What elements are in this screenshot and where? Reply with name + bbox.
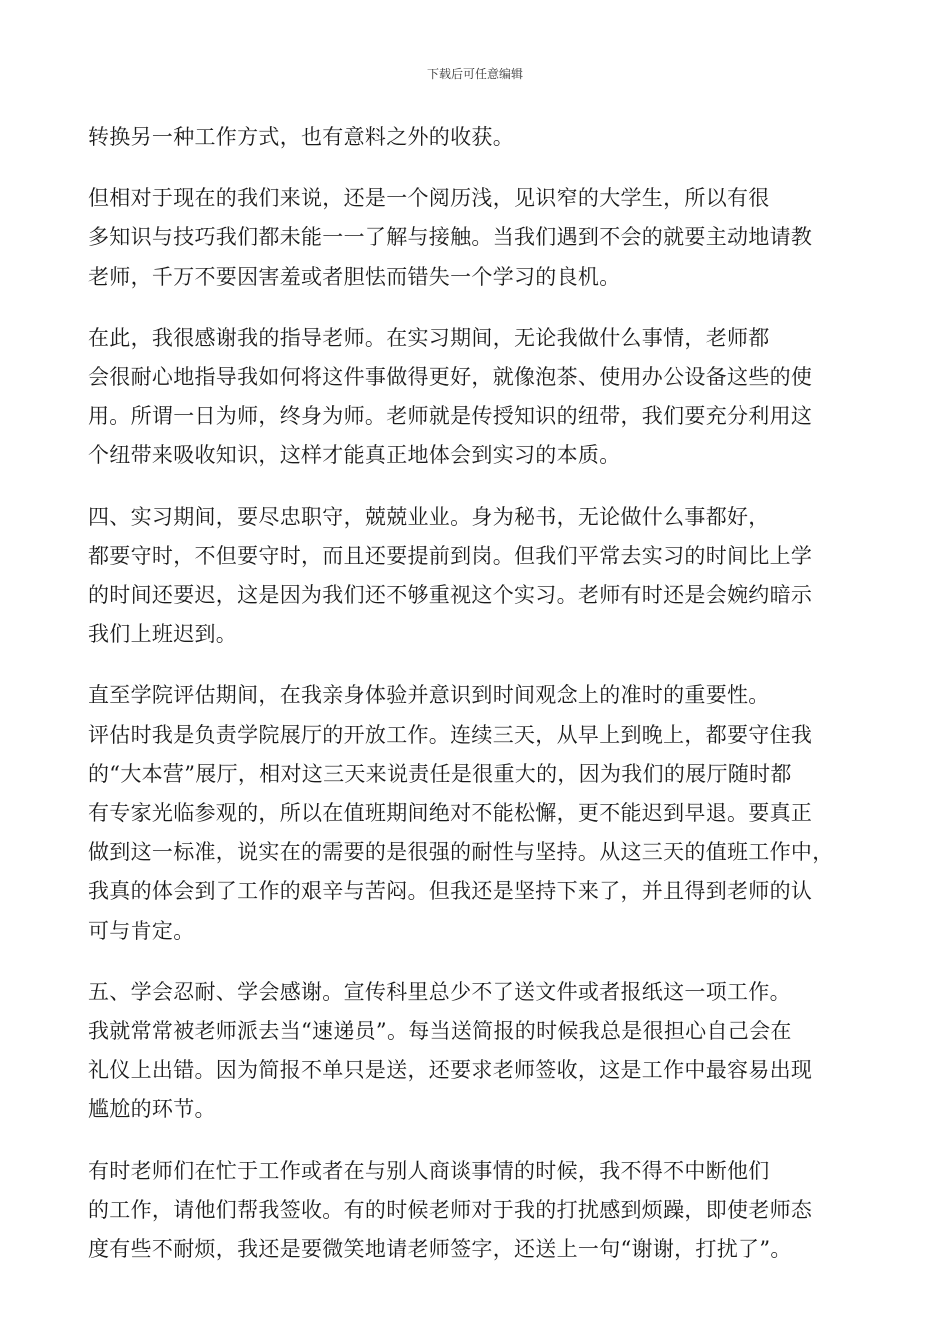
- text-line: 五、学会忍耐、学会感谢。宣传科里总少不了送文件或者报纸这一项工作。: [88, 979, 791, 1004]
- page-header: 下载后可任意编辑: [426, 67, 523, 81]
- text-line: 评估时我是负责学院展厅的开放工作。连续三天，从早上到晚上，都要守住我: [88, 722, 813, 747]
- paragraph: [88, 1152, 864, 1270]
- text-line: 做到这一标准，说实在的需要的是很强的耐性与坚持。从这三天的值班工作中，: [88, 840, 834, 865]
- paragraph: [88, 319, 864, 476]
- text-line: 会很耐心地指导我如何将这件事做得更好，就像泡茶、使用办公设备这些的使: [88, 365, 813, 390]
- text-line: 我真的体会到了工作的艰辛与苦闷。但我还是坚持下来了，并且得到老师的认: [88, 879, 813, 904]
- text-line: 四、实习期间，要尽忠职守，兢兢业业。身为秘书，无论做什么事都好，: [88, 504, 770, 529]
- text-line: 的工作，请他们帮我签收。有的时候老师对于我的打扰感到烦躁，即使老师态: [88, 1197, 813, 1222]
- text-line: 用。所谓一日为师，终身为师。老师就是传授知识的纽带，我们要充分利用这: [88, 404, 813, 429]
- text-line: 个纽带来吸收知识，这样才能真正地体会到实习的本质。: [88, 443, 621, 468]
- text-line: 在此，我很感谢我的指导老师。在实习期间，无论我做什么事情，老师都: [88, 325, 770, 350]
- text-line: 礼仪上出错。因为简报不单只是送，还要求老师签收，这是工作中最容易出现: [88, 1058, 813, 1083]
- paragraph: [88, 118, 864, 157]
- document-body: [88, 118, 864, 1291]
- paragraph: [88, 676, 864, 950]
- text-line: 我们上班迟到。: [88, 622, 238, 647]
- text-line: 度有些不耐烦，我还是要微笑地请老师签字，还送上一句“谢谢，打扰了”。: [88, 1237, 792, 1262]
- text-line: 都要守时，不但要守时，而且还要提前到岗。但我们平常去实习的时间比上学: [88, 543, 813, 568]
- text-line: 有时老师们在忙于工作或者在与别人商谈事情的时候，我不得不中断他们: [88, 1158, 770, 1183]
- text-line: 尴尬的环节。: [88, 1097, 216, 1122]
- text-line: 我就常常被老师派去当“速递员”。每当送简报的时候我总是很担心自己会在: [88, 1019, 792, 1044]
- text-line: 直至学院评估期间，在我亲身体验并意识到时间观念上的准时的重要性。: [88, 683, 770, 708]
- text-line: 可与肯定。: [88, 918, 195, 943]
- text-line: 转换另一种工作方式，也有意料之外的收获。: [88, 125, 514, 149]
- paragraph: [88, 498, 864, 655]
- paragraph: [88, 179, 864, 297]
- text-line: 的时间还要迟，这是因为我们还不够重视这个实习。老师有时还是会婉约暗示: [88, 583, 813, 608]
- text-line: 的“大本营”展厅，相对这三天来说责任是很重大的，因为我们的展厅随时都: [88, 761, 792, 786]
- text-line: 但相对于现在的我们来说，还是一个阅历浅，见识窄的大学生，所以有很: [88, 186, 770, 211]
- paragraph: [88, 973, 864, 1130]
- text-line: 有专家光临参观的，所以在值班期间绝对不能松懈，更不能迟到早退。要真正: [88, 801, 813, 826]
- text-line: 多知识与技巧我们都未能一一了解与接触。当我们遇到不会的就要主动地请教: [88, 225, 813, 250]
- text-line: 老师，千万不要因害羞或者胆怯而错失一个学习的良机。: [88, 264, 621, 289]
